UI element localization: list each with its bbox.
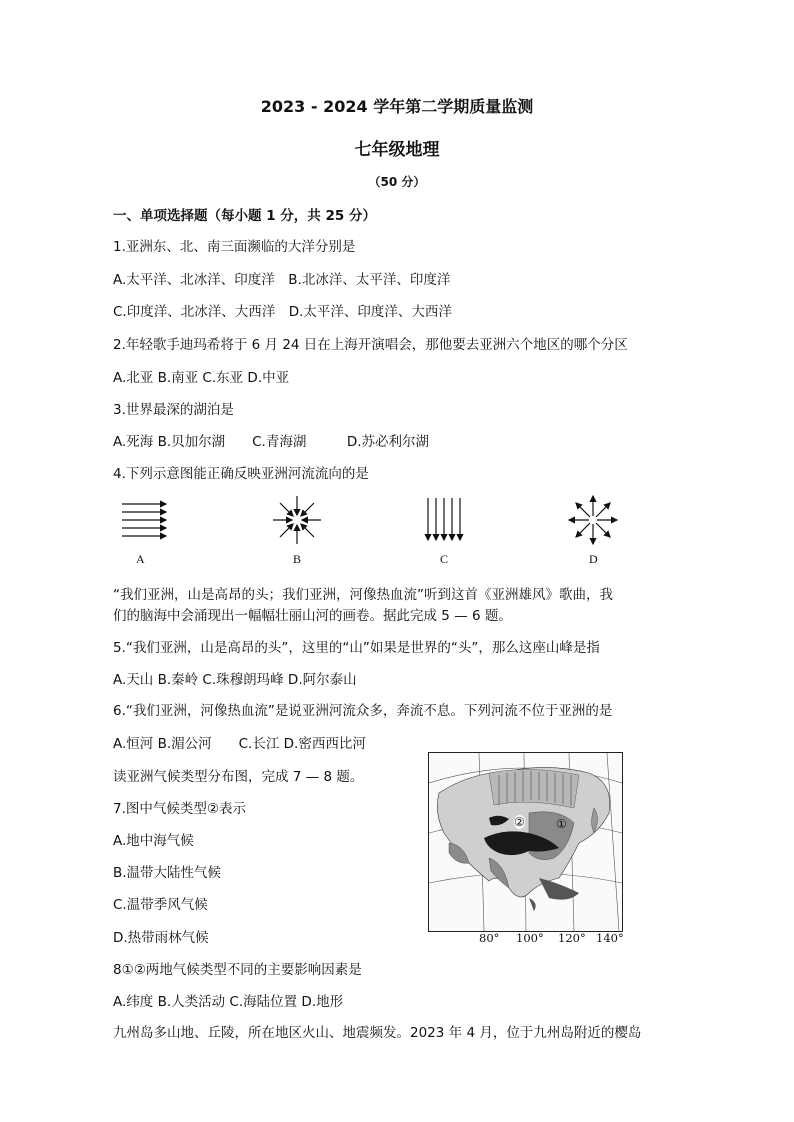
q5-options: A.天山 B.秦岭 C.珠穆朗玛峰 D.阿尔泰山 <box>113 672 357 688</box>
passage1-line2: 们的脑海中会涌现出一幅幅壮丽山河的画卷。据此完成 5 — 6 题。 <box>113 608 512 624</box>
q7-option-a: A.地中海气候 <box>113 833 194 849</box>
q7-option-b: B.温带大陆性气候 <box>113 865 222 881</box>
diagram-c-parallel-down-arrows <box>428 498 460 540</box>
diagram-b-converging-arrows <box>273 496 321 544</box>
q3-stem: 3.世界最深的湖泊是 <box>113 402 234 418</box>
q7-stem: 7.图中气候类型②表示 <box>113 801 246 817</box>
q6-options: A.恒河 B.湄公河 C.长江 D.密西西比河 <box>113 736 366 752</box>
asia-climate-map <box>428 752 623 932</box>
q8-options: A.纬度 B.人类活动 C.海陆位置 D.地形 <box>113 994 344 1010</box>
q4-stem: 4.下列示意图能正确反映亚洲河流流向的是 <box>113 466 369 482</box>
exam-subtitle: 七年级地理 <box>354 140 440 160</box>
passage1-line1: “我们亚洲，山是高昂的头；我们亚洲，河像热血流”听到这首《亚洲雄风》歌曲，我 <box>113 587 613 603</box>
exam-title: 2023 - 2024 学年第二学期质量监测 <box>260 97 534 116</box>
q5-stem: 5.“我们亚洲，山是高昂的头”，这里的“山”如果是世界的“头”，那么这座山峰是指 <box>113 640 600 656</box>
map-marker-2: ② <box>514 815 525 829</box>
asia-climate-map-drawing <box>429 753 622 931</box>
exam-score: （50 分） <box>368 175 426 189</box>
diagram-label-c: C <box>440 552 449 566</box>
q2-options: A.北亚 B.南亚 C.东亚 D.中亚 <box>113 370 290 386</box>
q1-options-row1: A.太平洋、北冰洋、印度洋 B.北冰洋、太平洋、印度洋 <box>113 272 451 288</box>
diagram-label-a: A <box>136 552 145 566</box>
q1-stem: 1.亚洲东、北、南三面濒临的大洋分别是 <box>113 239 356 255</box>
q3-options: A.死海 B.贝加尔湖 C.青海湖 D.苏必利尔湖 <box>113 434 430 450</box>
passage2: 读亚洲气候类型分布图，完成 7 — 8 题。 <box>113 769 364 785</box>
section-heading: 一、单项选择题（每小题 1 分，共 25 分） <box>113 208 376 224</box>
lon-label-80: 80° <box>479 931 500 945</box>
river-flow-diagrams <box>110 492 640 572</box>
q7-option-c: C.温带季风气候 <box>113 897 208 913</box>
q8-stem: 8①②两地气候类型不同的主要影响因素是 <box>113 962 362 978</box>
lon-label-120: 120° <box>558 931 586 945</box>
q7-option-d: D.热带雨林气候 <box>113 930 209 946</box>
diagram-label-b: B <box>293 552 302 566</box>
q6-stem: 6.“我们亚洲，河像热血流”是说亚洲河流众多，奔流不息。下列河流不位于亚洲的是 <box>113 703 613 719</box>
lon-label-100: 100° <box>516 931 544 945</box>
q2-stem: 2.年轻歌手迪玛希将于 6 月 24 日在上海开演唱会，那他要去亚洲六个地区的哪个分区 <box>113 337 628 353</box>
diagram-label-d: D <box>589 552 598 566</box>
passage3: 九州岛多山地、丘陵，所在地区火山、地震频发。2023 年 4 月，位于九州岛附近的樱岛 <box>113 1025 642 1041</box>
diagram-d-diverging-arrows <box>569 496 617 544</box>
lon-label-140: 140° <box>596 931 624 945</box>
q1-options-row2: C.印度洋、北冰洋、大西洋 D.太平洋、印度洋、大西洋 <box>113 304 452 320</box>
map-marker-1: ① <box>556 817 567 831</box>
diagram-a-parallel-right-arrows <box>122 504 166 536</box>
